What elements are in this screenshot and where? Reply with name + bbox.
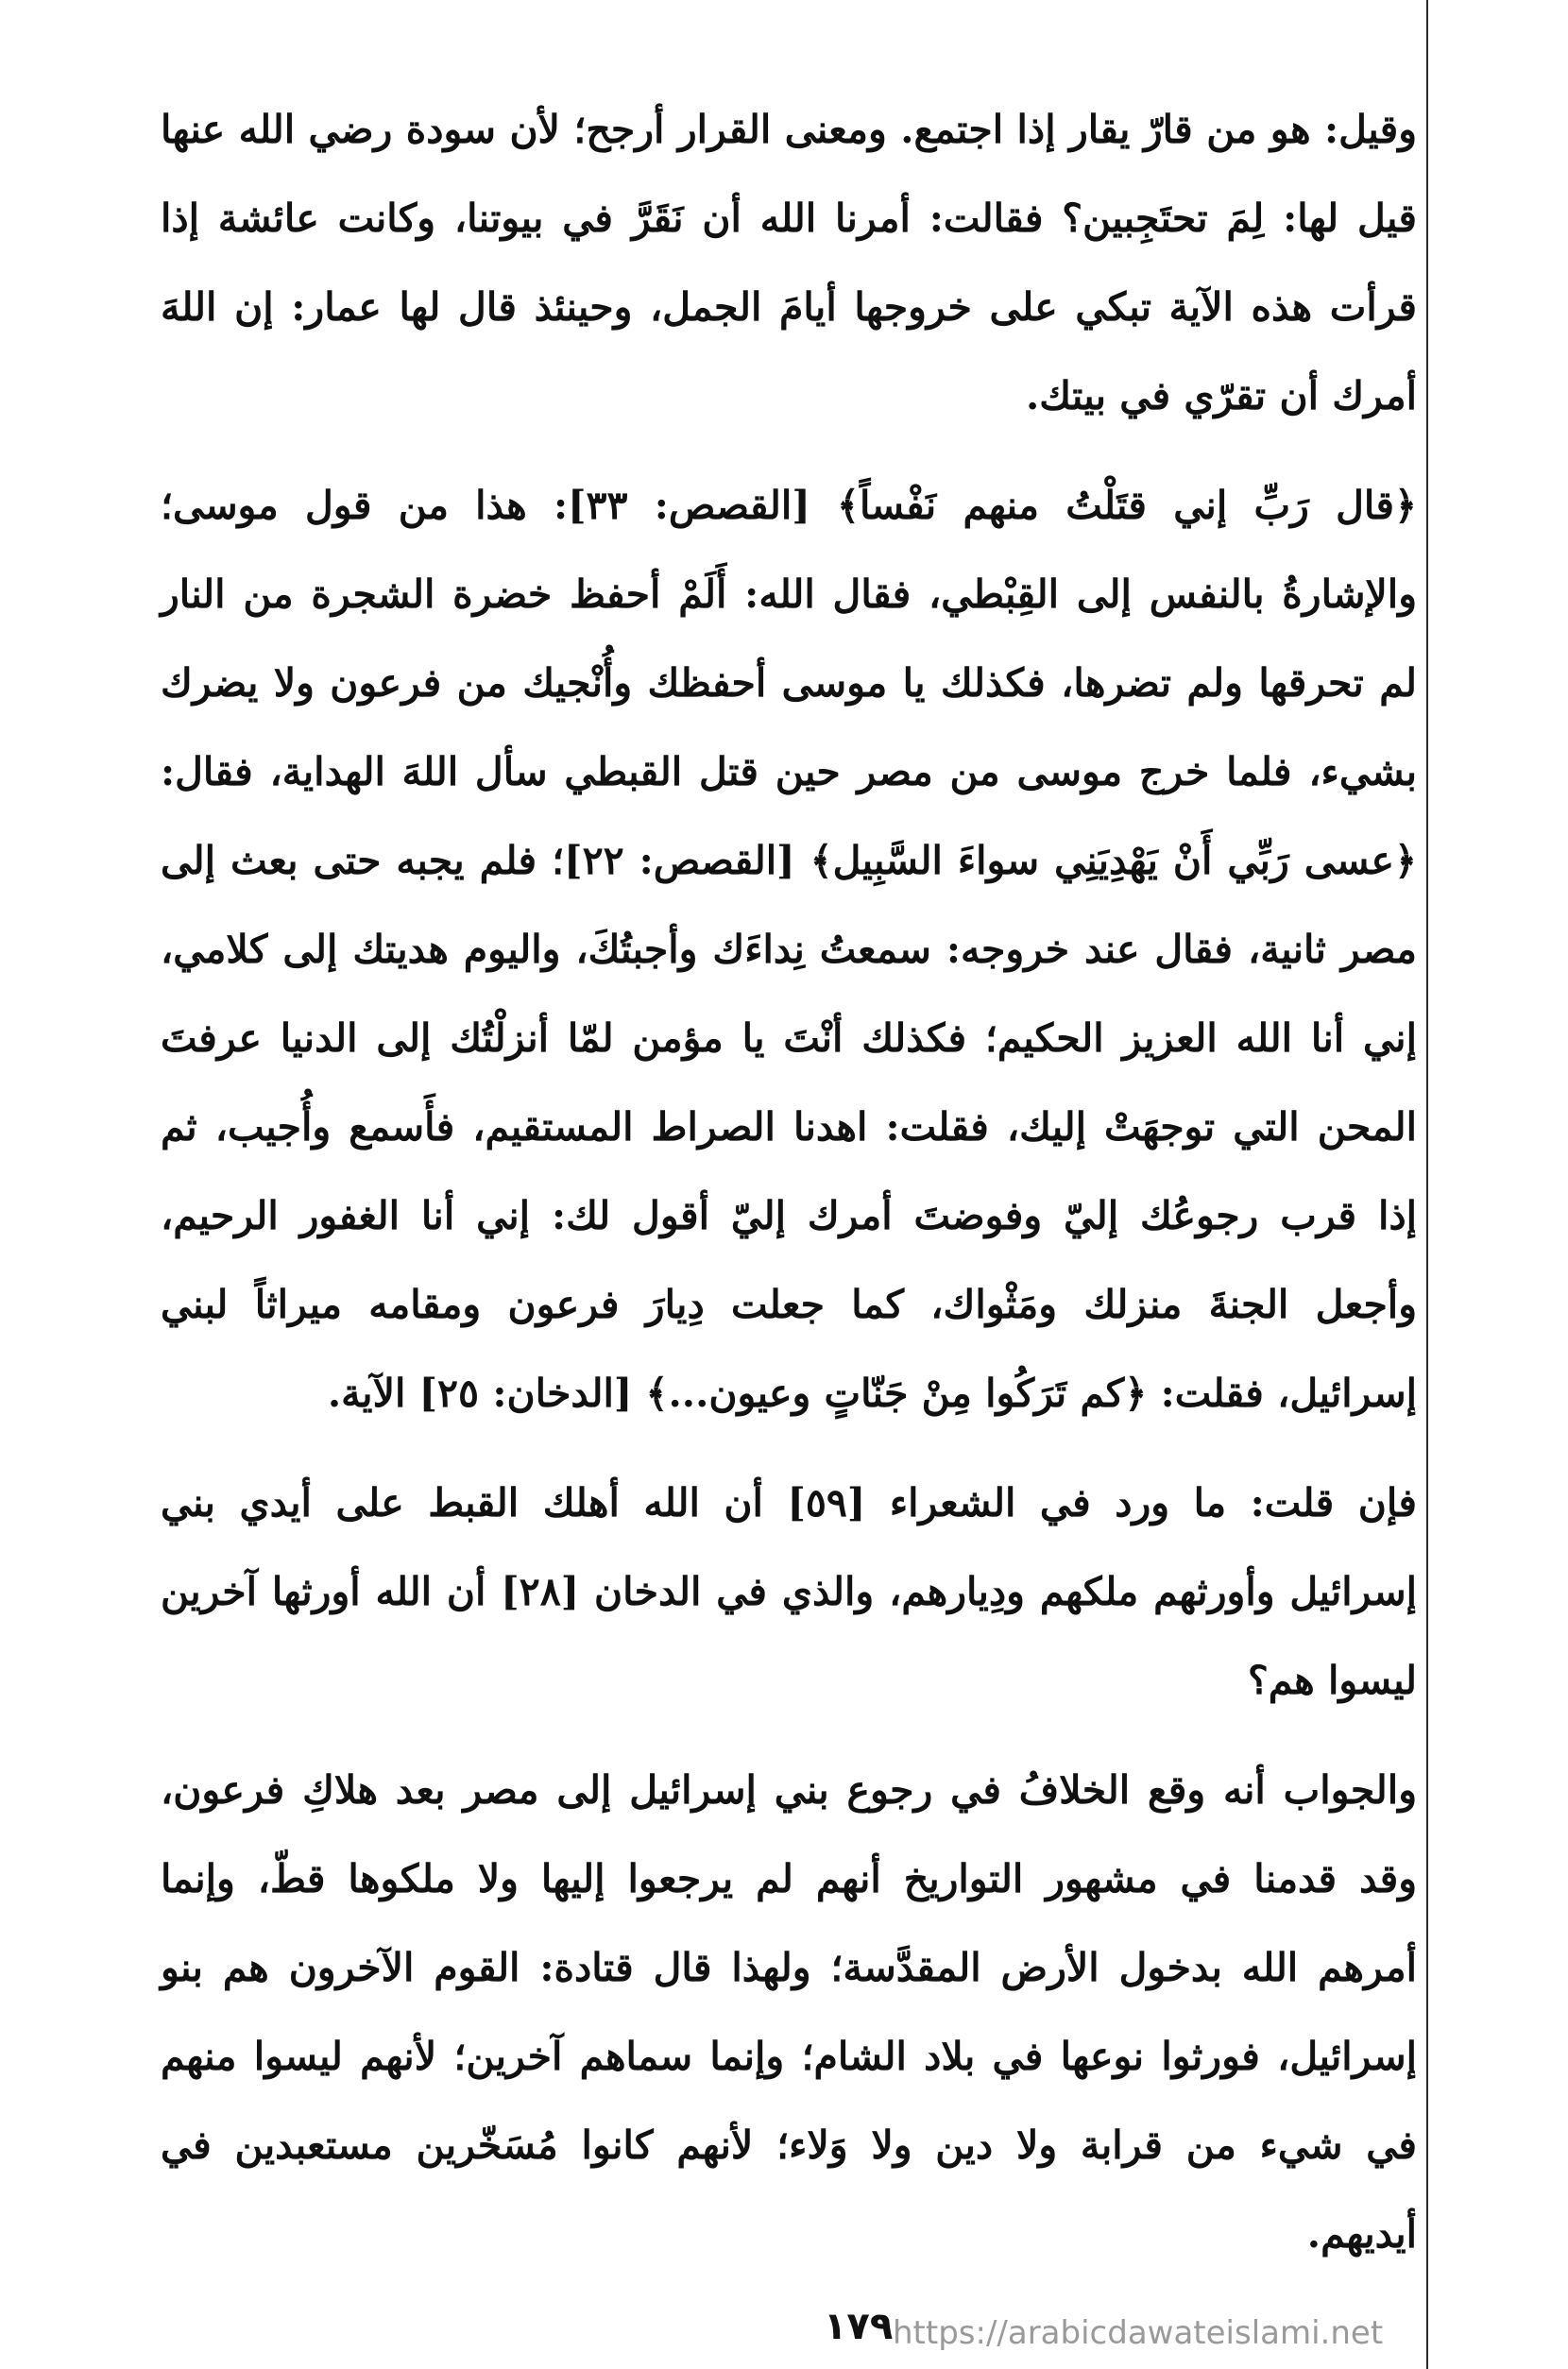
- page-body: [161, 85, 1417, 2278]
- page-number: ١٧٩: [824, 2305, 894, 2348]
- scan-fold-line: [1426, 0, 1428, 2369]
- page-footer: [0, 2305, 1568, 2352]
- paragraph-answer: والجواب أنه وقع الخلافُ في رجوع بني إسرائيل إلى مصر بعد هلاكِ فرعون، وقد قدمنا في مشهور التواريخ أنهم لم يرجعوا إليها ولا ملكوها قطّ، وإنما أمرهم الله بدخول الأرض المقدَّسة؛ ولهذا قال قتادة: القوم الآخرون هم بنو إسرائيل، فورثوا نوعها في بلاد الشام؛ وإنما سماهم آخرين؛ لأنهم ليسوا منهم في شيء من قرابة ولا دين ولا وَلاء؛ لأنهم كانوا مُسَخّرين مستعبدين في أيديهم.: [161, 1767, 1417, 2257]
- paragraph-question: فإن قلت: ما ورد في الشعراء [٥٩] أن الله أهلك القبط على أيدي بني إسرائيل وأورثهم ملكهم ودِيارهم، والذي في الدخان [٢٨] أن الله أورثها آخرين ليسوا هم؟: [161, 1480, 1417, 1703]
- paragraph-qala-rabbi: ﴿قال رَبِّ إني قتَلْتُ منهم نَفْساً﴾ [القصص: ٣٣]: هذا من قول موسى؛ والإشارةُ بالنفس إلى القِبْطي، فقال الله: أَلَمْ أحفظ خضرة الشجرة من النار لم تحرقها ولم تضرها، فكذلك يا موسى أحفظك وأُنْجيك من فرعون ولا يضرك بشيء، فلما خرج موسى من مصر حين قتل القبطي سأل اللهَ الهداية، فقال: ﴿عسى رَبِّي أَنْ يَهْدِيَنِي سواءَ السَّبِيل﴾ [القصص: ٢٢]؛ فلم يجبه حتى بعث إلى مصر ثانية، فقال عند خروجه: سمعتُ نِداءَك وأجبتُكَ، واليوم هديتك إلى كلامي، إني أنا الله العزيز الحكيم؛ فكذلك أنْتَ يا مؤمن لمّا أنزلْتُك إلى الدنيا عرفتَ المحن التي توجهَتْ إليك، فقلت: اهدنا الصراط المستقيم، فأَسمع وأُجيب، ثم إذا قرب رجوعُك إليّ وفوضتَ أمرك إليّ أقول لك: إني أنا الغفور الرحيم، وأجعل الجنةَ منزلك ومَثْواك، كما جعلت دِيارَ فرعون ومقامه ميراثاً لبني إسرائيل، فقلت: ﴿كم تَرَكُوا مِنْ جَنّاتٍ وعيون...﴾ [الدخان: ٢٥] الآية.: [161, 483, 1418, 1416]
- watermark-url: https://arabicdawateislami.net: [893, 2314, 1384, 2352]
- paragraph-qila: وقيل: هو من قارّ يقار إذا اجتمع. ومعنى القرار أرجح؛ لأن سودة رضي الله عنها قيل لها: لِمَ تحتَجِبين؟ فقالت: أمرنا الله أن نَقَرَّ في بيوتنا، وكانت عائشة إذا قرأت هذه الآية تبكي على خروجها أيامَ الجمل، وحينئذ قال لها عمار: إن اللهَ أمرك أن تقرّي في بيتك.: [161, 107, 1417, 418]
